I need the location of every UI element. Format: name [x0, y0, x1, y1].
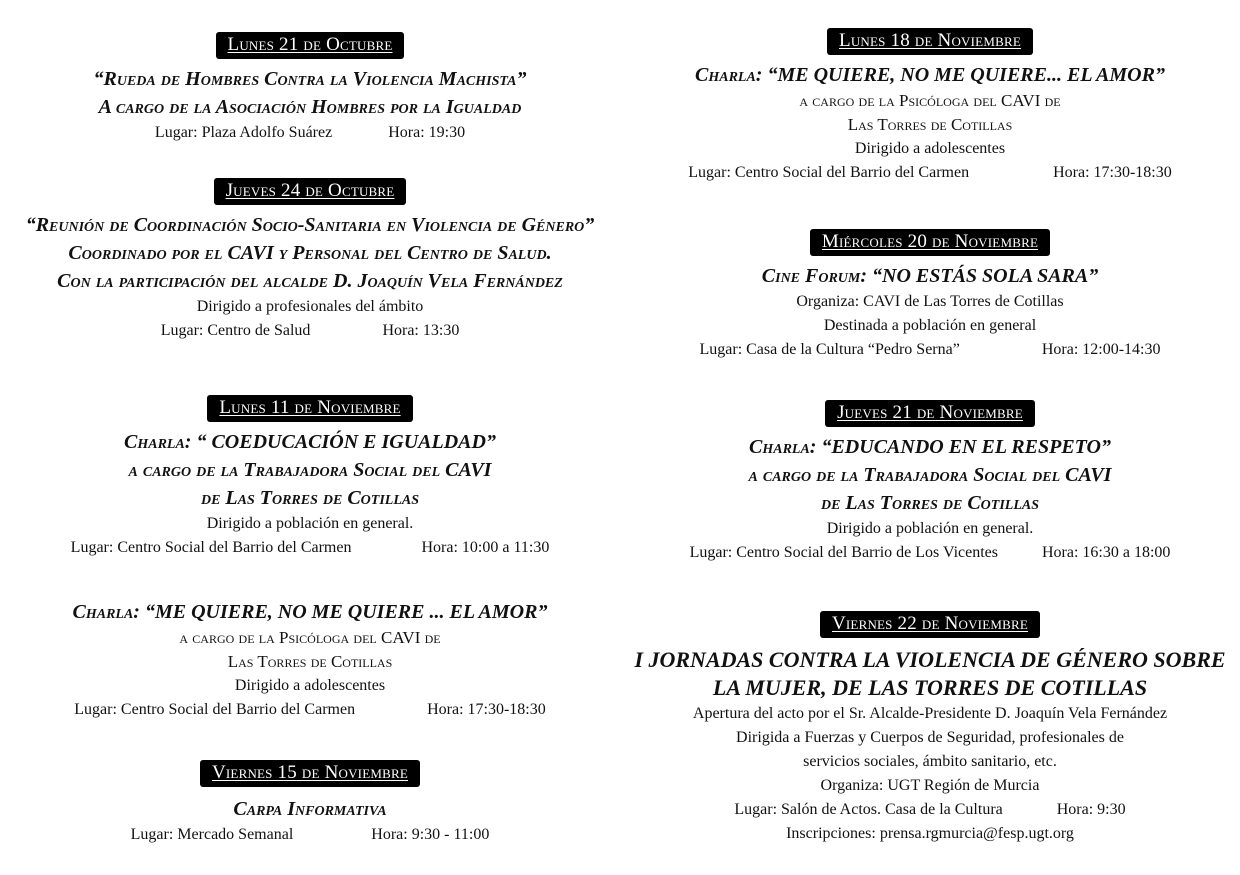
- event-line-2: a cargo de la Psicóloga del CAVI de: [179, 628, 441, 647]
- event-time: Hora: 16:30 a 18:00: [1042, 544, 1171, 561]
- event-place: Lugar: Casa de la Cultura “Pedro Serna”: [699, 341, 960, 358]
- event-opening: Apertura del acto por el Sr. Alcalde-Presidente D. Joaquín Vela Fernández: [692, 705, 1168, 722]
- event-title: Charla: “ME QUIERE, NO ME QUIERE ... EL AMOR”: [72, 601, 548, 623]
- event-line-2: Coordinado por el CAVI y Personal del Centro de Salud.: [68, 242, 552, 264]
- event-jueves-21-noviembre: [620, 400, 1240, 565]
- event-audience: Dirigido a población en general.: [206, 515, 414, 532]
- event-viernes-15-noviembre: [0, 760, 620, 847]
- event-place-time: [620, 541, 1240, 565]
- event-place: Lugar: Salón de Actos. Casa de la Cultura: [734, 801, 1003, 818]
- date-badge: Jueves 21 de Noviembre: [825, 400, 1035, 427]
- event-place: Lugar: Centro Social del Barrio del Carmen: [688, 164, 970, 181]
- event-title: Charla: “EDUCANDO EN EL RESPETO”: [749, 436, 1111, 458]
- event-charla-me-quiere: [0, 598, 620, 722]
- event-place: Lugar: Mercado Semanal: [130, 826, 294, 843]
- event-organizer: Organiza: UGT Región de Murcia: [820, 777, 1040, 794]
- right-column: [620, 0, 1240, 875]
- event-audience: Destinada a población en general: [823, 317, 1037, 334]
- event-title-line-2: LA MUJER, DE LAS TORRES DE COTILLAS: [712, 675, 1148, 700]
- event-place: Lugar: Centro Social del Barrio del Carmen: [74, 701, 356, 718]
- event-place: Lugar: Centro Social del Barrio de Los Vicentes: [689, 544, 998, 561]
- event-place-time: [620, 161, 1240, 185]
- date-badge: Miércoles 20 de Noviembre: [810, 229, 1050, 256]
- event-time: Hora: 13:30: [382, 322, 460, 339]
- event-audience: Dirigido a adolescentes: [854, 140, 1006, 157]
- event-miercoles-20-noviembre: [620, 229, 1240, 362]
- event-registration: Inscripciones: prensa.rgmurcia@fesp.ugt.org: [786, 825, 1074, 842]
- event-time: Hora: 9:30 - 11:00: [371, 826, 490, 843]
- event-line-3: de Las Torres de Cotillas: [820, 492, 1040, 514]
- event-title-line-1: I JORNADAS CONTRA LA VIOLENCIA DE GÉNERO SOBRE: [634, 647, 1226, 672]
- event-audience-1: Dirigida a Fuerzas y Cuerpos de Seguridad, profesionales de: [736, 729, 1124, 746]
- date-badge: Jueves 24 de Octubre: [214, 178, 407, 205]
- event-place: Lugar: Plaza Adolfo Suárez: [154, 124, 333, 141]
- event-place-time: [620, 338, 1240, 362]
- event-lunes-11-noviembre: [0, 395, 620, 560]
- date-badge: Lunes 21 de Octubre: [216, 32, 405, 59]
- event-audience-2: servicios sociales, ámbito sanitario, etc.: [803, 753, 1057, 770]
- event-jueves-24-octubre: [0, 178, 620, 343]
- event-audience: Dirigido a población en general.: [826, 520, 1034, 537]
- event-time: Hora: 12:00-14:30: [1041, 341, 1161, 358]
- event-time: Hora: 17:30-18:30: [427, 701, 546, 718]
- event-time: Hora: 9:30: [1056, 801, 1126, 818]
- event-line-3: Con la participación del alcalde D. Joaquín Vela Fernández: [57, 270, 563, 292]
- event-line-3: de Las Torres de Cotillas: [200, 487, 420, 509]
- event-organizer: Organiza: CAVI de Las Torres de Cotillas: [796, 293, 1064, 310]
- event-time: Hora: 19:30: [388, 124, 466, 141]
- event-title: Charla: “ COEDUCACIÓN E IGUALDAD”: [124, 431, 496, 453]
- event-audience: Dirigido a profesionales del ámbito: [196, 298, 424, 315]
- event-title: Cine Forum: “NO ESTÁS SOLA SARA”: [761, 265, 1099, 287]
- event-time: Hora: 10:00 a 11:30: [421, 539, 550, 556]
- event-title: “Rueda de Hombres Contra la Violencia Machista”: [93, 68, 527, 90]
- event-place-time: [0, 698, 620, 722]
- event-time: Hora: 17:30-18:30: [1053, 164, 1172, 181]
- event-place: Lugar: Centro Social del Barrio del Carmen: [70, 539, 352, 556]
- event-title: Charla: “ME QUIERE, NO ME QUIERE... EL AMOR”: [695, 64, 1165, 86]
- event-place: Lugar: Centro de Salud: [160, 322, 311, 339]
- event-title: “Reunión de Coordinación Socio-Sanitaria en Violencia de Género”: [25, 214, 595, 236]
- event-place-time: [0, 319, 620, 343]
- event-line-3: Las Torres de Cotillas: [847, 115, 1013, 134]
- event-line-2: a cargo de la Trabajadora Social del CAVI: [128, 459, 492, 481]
- event-audience: Dirigido a adolescentes: [234, 677, 386, 694]
- event-viernes-22-noviembre: [620, 611, 1240, 846]
- date-badge: Viernes 22 de Noviembre: [820, 611, 1040, 638]
- event-place-time: [0, 121, 620, 145]
- event-lunes-18-noviembre: [620, 28, 1240, 185]
- event-line-3: Las Torres de Cotillas: [227, 652, 393, 671]
- event-line-2: a cargo de la Psicóloga del CAVI de: [799, 91, 1061, 110]
- date-badge: Lunes 18 de Noviembre: [827, 28, 1033, 55]
- event-place-time: [0, 823, 620, 847]
- event-subtitle: A cargo de la Asociación Hombres por la Igualdad: [98, 96, 522, 118]
- date-badge: Lunes 11 de Noviembre: [207, 395, 412, 422]
- event-place-time: [620, 798, 1240, 822]
- date-badge: Viernes 15 de Noviembre: [200, 760, 420, 787]
- event-title: Carpa Informativa: [233, 798, 387, 820]
- event-line-2: a cargo de la Trabajadora Social del CAVI: [748, 464, 1112, 486]
- event-place-time: [0, 536, 620, 560]
- event-lunes-21-octubre: [0, 32, 620, 145]
